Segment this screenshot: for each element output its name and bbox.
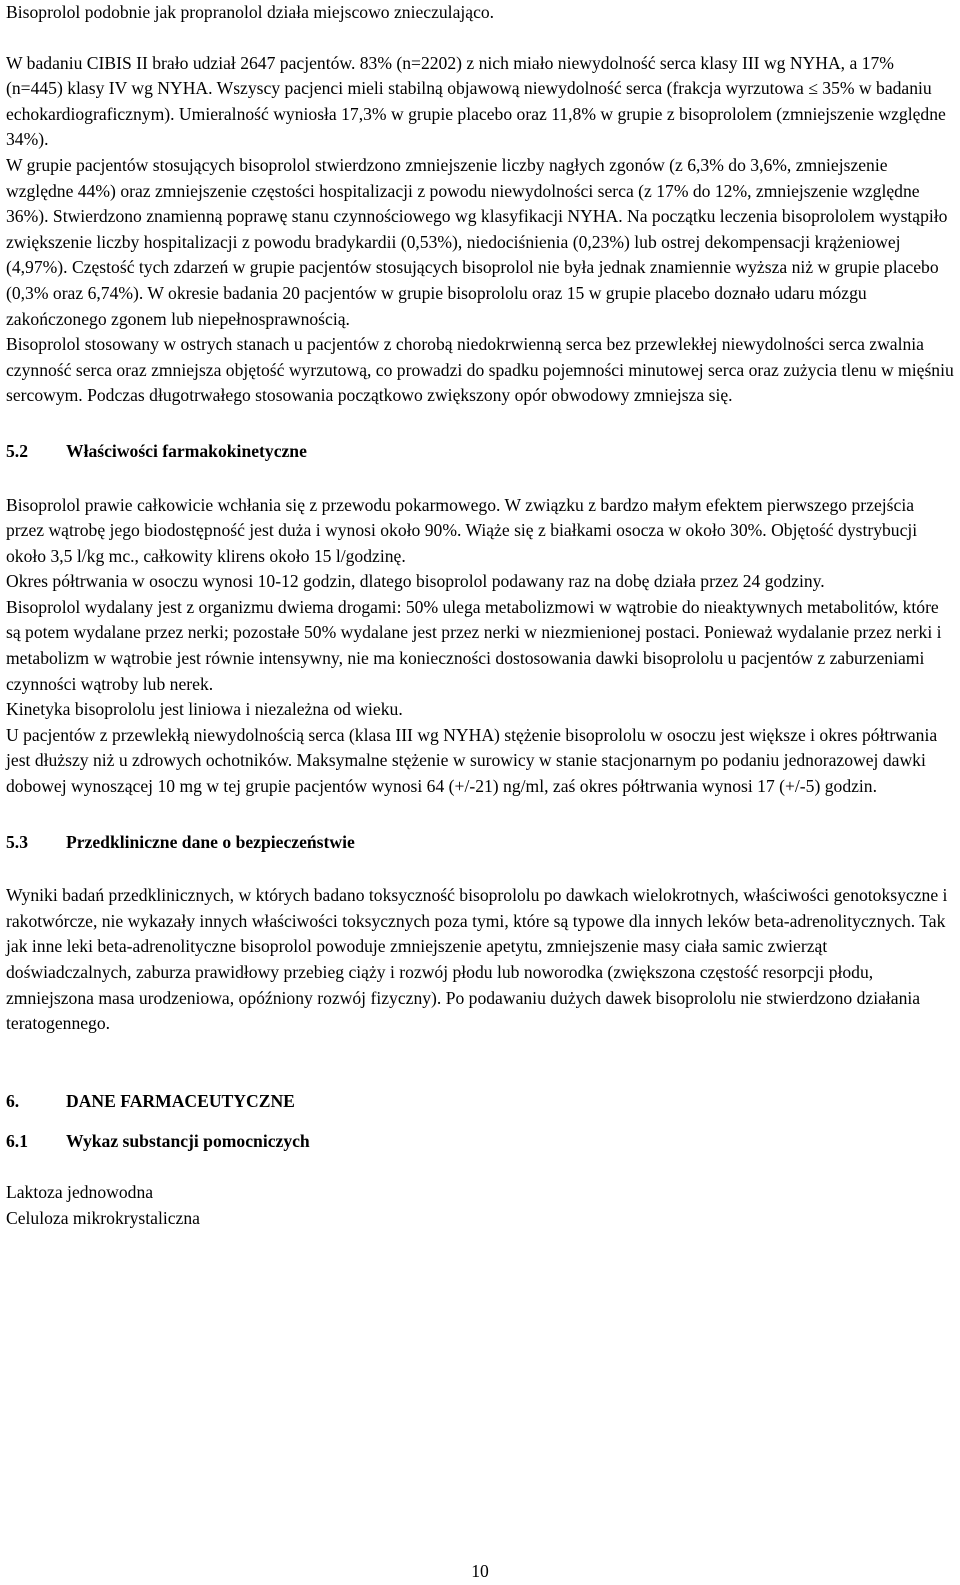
section-heading-6 <box>6 1089 954 1115</box>
section-number: 6. <box>6 1090 20 1111</box>
section-title: Właściwości farmakokinetyczne <box>66 440 307 461</box>
paragraph-preclinical: Wyniki badań przedklinicznych, w których badano toksyczność bisoprololu po dawkach wielokrotnych, właściwości genotoksyczne i rakotwórcze, nie wykazały innych właściwości toksycznych poza tymi, które są typowe dla innych leków beta-adrenolitycznych. Tak jak inne leki beta-adrenolityczne bisoprolol powoduje zmniejszenie apetytu, zmniejszenie masy ciała samic zwierząt doświadczalnych, zaburza prawidłowy przebieg ciąży i rozwój płodu lub noworodka (zwiększona częstość resorpcji płodu, zmniejszona masa urodzeniowa, opóźniony rozwój fizyczny). Po podawaniu dużych dawek bisoprololu nie stwierdzono działania teratogennego. <box>6 885 948 1034</box>
page-number: 10 <box>471 1561 489 1581</box>
list-item-excipient: Laktoza jednowodna <box>6 1181 154 1202</box>
section-title: Wykaz substancji pomocniczych <box>66 1131 310 1152</box>
paragraph-cibis-study: W badaniu CIBIS II brało udział 2647 pacjentów. 83% (n=2202) z nich miało niewydolność serca klasy III wg NYHA, a 17% (n=445) klasy IV wg NYHA. Wszyscy pacjenci mieli stabilną objawową niewydolność serca (frakcja wyrzutowa ≤ 35% w badaniu echokardiograficznym). Umieralność wyniosła 17,3% w grupie placebo oraz 11,8% w grupie z bisoprololem (zmniejszenie względne 34%). <box>6 52 946 150</box>
section-number: 5.3 <box>6 831 28 852</box>
paragraph-heart-failure-kinetics: U pacjentów z przewlekłą niewydolnością serca (klasa III wg NYHA) stężenie bisoprololu w osoczu jest większe i okres półtrwania jest dłuższy niż u zdrowych ochotników. Maksymalne stężenie w surowicy w stanie stacjonarnym po podaniu jednorazowej dawki dobowej wynoszącej 10 mg w tej grupie pacjentów wynosi 64 (+/-21) ng/ml, zaś okres półtrwania wynosi 17 (+/-5) godzin. <box>6 724 938 797</box>
paragraph-absorption: Bisoprolol prawie całkowicie wchłania się z przewodu pokarmowego. W związku z bardzo małym efektem pierwszego przejścia przez wątrobę jego biodostępność jest duża i wynosi około 90%. Wiąże się z białkami osocza w około 30%. Objętość dystrybucji około 3,5 l/kg mc., całkowity klirens około 15 l/godzinę. <box>6 494 918 566</box>
paragraph-ischemic-disease: Bisoprolol stosowany w ostrych stanach u pacjentów z chorobą niedokrwienną serca bez przewlekłej niewydolności serca zwalnia czynność serca oraz zmniejsza objętość wyrzutową, co prowadzi do spadku pojemności minutowej serca oraz zużycia tlenu w mięśniu sercowym. Podczas długotrwałego stosowania początkowo zwiększony opór obwodowy zmniejsza się. <box>6 334 954 406</box>
section-title: DANE FARMACEUTYCZNE <box>66 1090 295 1111</box>
paragraph-kinetics-age: Kinetyka bisoprololu jest liniowa i niezależna od wieku. <box>6 699 403 720</box>
section-heading-6-1 <box>6 1129 954 1155</box>
section-number: 5.2 <box>6 440 28 461</box>
paragraph-sudden-deaths: W grupie pacjentów stosujących bisoprolol stwierdzono zmniejszenie liczby nagłych zgonów (z 6,3% do 3,6%, zmniejszenie względne 44%) oraz zmniejszenie częstości hospitalizacji z powodu niewydolności serca (z 17% do 12%, zmniejszenie względne 36%). Stwierdzono znamienną poprawę stanu czynnościowego wg klasyfikacji NYHA. Na początku leczenia bisoprololem wystąpiło zwiększenie liczby hospitalizacji z powodu bradykardii (0,53%), niedociśnienia (0,23%) lub ostrej dekompensacji krążeniowej (4,97%). Częstość tych zdarzeń w grupie pacjentów stosujących bisoprolol nie była jednak znamiennie wyższa niż w grupie placebo (0,3% oraz 6,74%). W okresie badania 20 pacjentów w grupie bisoprololu oraz 15 w grupie placebo doznało udaru mózgu zakończonego zgonem lub niepełnosprawnością. <box>6 154 948 329</box>
section-title: Przedkliniczne dane o bezpieczeństwie <box>66 831 355 852</box>
section-number: 6.1 <box>6 1131 28 1152</box>
section-heading-5-3 <box>6 830 954 856</box>
paragraph-elimination: Bisoprolol wydalany jest z organizmu dwiema drogami: 50% ulega metabolizmowi w wątrobie do nieaktywnych metabolitów, które są potem wydalane przez nerki; pozostałe 50% wydalane jest przez nerki w niezmienionej postaci. Ponieważ wydalanie przez nerki i metabolizm w wątrobie jest równie intensywny, nie ma konieczności dostosowania dawki bisoprololu u pacjentów z zaburzeniami czynności wątroby lub nerek. <box>6 596 942 694</box>
list-item-excipient: Celuloza mikrokrystaliczna <box>6 1207 200 1228</box>
paragraph-half-life: Okres półtrwania w osoczu wynosi 10-12 godzin, dlatego bisoprolol podawany raz na dobę działa przez 24 godziny. <box>6 571 825 592</box>
document-page <box>6 0 954 1231</box>
paragraph-local-anesthetic: Bisoprolol podobnie jak propranolol działa miejscowo znieczulająco. <box>6 2 495 22</box>
section-heading-5-2 <box>6 439 954 465</box>
